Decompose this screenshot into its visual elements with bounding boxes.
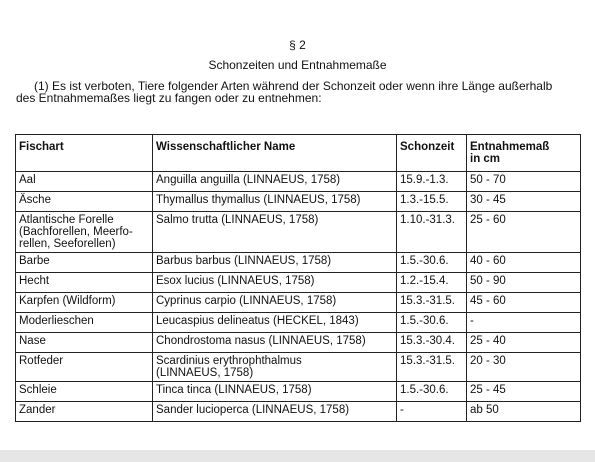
closed-season-cell: 1.10.-31.3. — [397, 212, 467, 253]
scientific-name-cell-line: Esox lucius (LINNAEUS, 1758) — [156, 275, 315, 287]
scientific-name-cell-line: Thymallus thymallus (LINNAEUS, 1758) — [156, 194, 361, 206]
species-cell — [16, 253, 153, 273]
size-limit-cell: 50 - 90 — [467, 273, 581, 293]
species-cell-line: Schleie — [19, 384, 57, 396]
scientific-name-cell-line: Sander lucioperca (LINNAEUS, 1758) — [156, 404, 350, 416]
species-cell-line: rellen, Seeforellen) — [19, 238, 116, 250]
table-row — [16, 382, 581, 402]
species-cell — [16, 402, 153, 422]
species-cell-line: Zander — [19, 404, 56, 416]
header-size-line-2: in cm — [470, 153, 501, 165]
species-cell-line: Karpfen (Wildform) — [19, 295, 116, 307]
species-cell — [16, 212, 153, 253]
closed-season-cell: - — [397, 402, 467, 422]
scientific-name-cell — [153, 313, 397, 333]
regulations-table — [15, 134, 581, 422]
scientific-name-cell — [153, 273, 397, 293]
paragraph-line-2: des Entnahmemaßes liegt zu fangen oder zu entnehmen: — [16, 91, 322, 105]
scientific-name-cell — [153, 402, 397, 422]
species-cell-line: Rotfeder — [19, 355, 64, 367]
closed-season-cell: 15.3.-31.5. — [397, 353, 467, 382]
table-row — [16, 353, 581, 382]
scientific-name-cell-line: Barbus barbus (LINNAEUS, 1758) — [156, 255, 332, 267]
scientific-name-cell-line: Chondrostoma nasus (LINNAEUS, 1758) — [156, 335, 366, 347]
species-cell — [16, 313, 153, 333]
table-header-row — [16, 135, 581, 172]
species-cell — [16, 172, 153, 192]
section-number: § 2 — [289, 38, 306, 52]
scientific-name-cell — [153, 353, 397, 382]
closed-season-cell: 1.2.-15.4. — [397, 273, 467, 293]
table-row — [16, 172, 581, 192]
size-limit-cell: - — [467, 313, 581, 333]
closed-season-cell: 15.3.-31.5. — [397, 293, 467, 313]
closed-season-cell: 15.9.-1.3. — [397, 172, 467, 192]
species-cell — [16, 192, 153, 212]
scientific-name-cell-line: Tinca tinca (LINNAEUS, 1758) — [156, 384, 312, 396]
scientific-name-cell-line: Leucaspius delineatus (HECKEL, 1843) — [156, 315, 359, 327]
table-row — [16, 212, 581, 253]
scientific-name-cell-line: Anguilla anguilla (LINNAEUS, 1758) — [156, 174, 341, 186]
size-limit-cell: 45 - 60 — [467, 293, 581, 313]
species-cell — [16, 273, 153, 293]
header-size-limit — [467, 135, 581, 172]
scientific-name-cell — [153, 382, 397, 402]
section-title: Schonzeiten und Entnahmemaße — [208, 58, 387, 72]
species-cell-line: Hecht — [19, 275, 50, 287]
size-limit-cell: 25 - 45 — [467, 382, 581, 402]
species-cell-line: Barbe — [19, 255, 50, 267]
scientific-name-cell — [153, 192, 397, 212]
header-closed-season: Schonzeit — [397, 135, 467, 172]
scientific-name-cell-line: Cyprinus carpio (LINNAEUS, 1758) — [156, 295, 337, 307]
table-row — [16, 333, 581, 353]
species-cell — [16, 293, 153, 313]
header-species: Fischart — [16, 135, 153, 172]
species-cell-line: Aal — [19, 174, 36, 186]
closed-season-cell: 1.5.-30.6. — [397, 313, 467, 333]
scientific-name-cell — [153, 212, 397, 253]
species-cell-line: Moderlieschen — [19, 315, 94, 327]
table-row — [16, 293, 581, 313]
scientific-name-cell-line: Scardinius erythrophthalmus — [156, 355, 302, 367]
header-scientific-name: Wissenschaftlicher Name — [153, 135, 397, 172]
species-cell — [16, 333, 153, 353]
size-limit-cell: 30 - 45 — [467, 192, 581, 212]
header-size-line-1: Entnahmemaß — [470, 141, 550, 153]
size-limit-cell: 25 - 60 — [467, 212, 581, 253]
species-cell — [16, 382, 153, 402]
species-cell-line: Nase — [19, 335, 46, 347]
bottom-scroll-strip — [0, 450, 595, 462]
scientific-name-cell — [153, 172, 397, 192]
size-limit-cell: 20 - 30 — [467, 353, 581, 382]
closed-season-cell: 1.5.-30.6. — [397, 253, 467, 273]
scientific-name-cell — [153, 293, 397, 313]
species-cell-line: (Bachforellen, Meerfo- — [19, 226, 133, 238]
closed-season-cell: 15.3.-30.4. — [397, 333, 467, 353]
table-row — [16, 273, 581, 293]
size-limit-cell: ab 50 — [467, 402, 581, 422]
species-cell-line: Äsche — [19, 194, 51, 206]
paragraph-line-1: (1) Es ist verboten, Tiere folgender Arten während der Schonzeit oder wenn ihre Länge außerhalb — [34, 79, 553, 93]
scientific-name-cell-line: Salmo trutta (LINNAEUS, 1758) — [156, 214, 319, 226]
scientific-name-cell-line: (LINNAEUS, 1758) — [156, 367, 254, 379]
table-row — [16, 192, 581, 212]
size-limit-cell: 25 - 40 — [467, 333, 581, 353]
species-cell-line: Atlantische Forelle — [19, 214, 114, 226]
intro-paragraph — [16, 80, 582, 104]
table-row — [16, 313, 581, 333]
scientific-name-cell — [153, 333, 397, 353]
table-row — [16, 402, 581, 422]
species-cell — [16, 353, 153, 382]
size-limit-cell: 40 - 60 — [467, 253, 581, 273]
closed-season-cell: 1.5.-30.6. — [397, 382, 467, 402]
scientific-name-cell — [153, 253, 397, 273]
size-limit-cell: 50 - 70 — [467, 172, 581, 192]
closed-season-cell: 1.3.-15.5. — [397, 192, 467, 212]
table-row — [16, 253, 581, 273]
